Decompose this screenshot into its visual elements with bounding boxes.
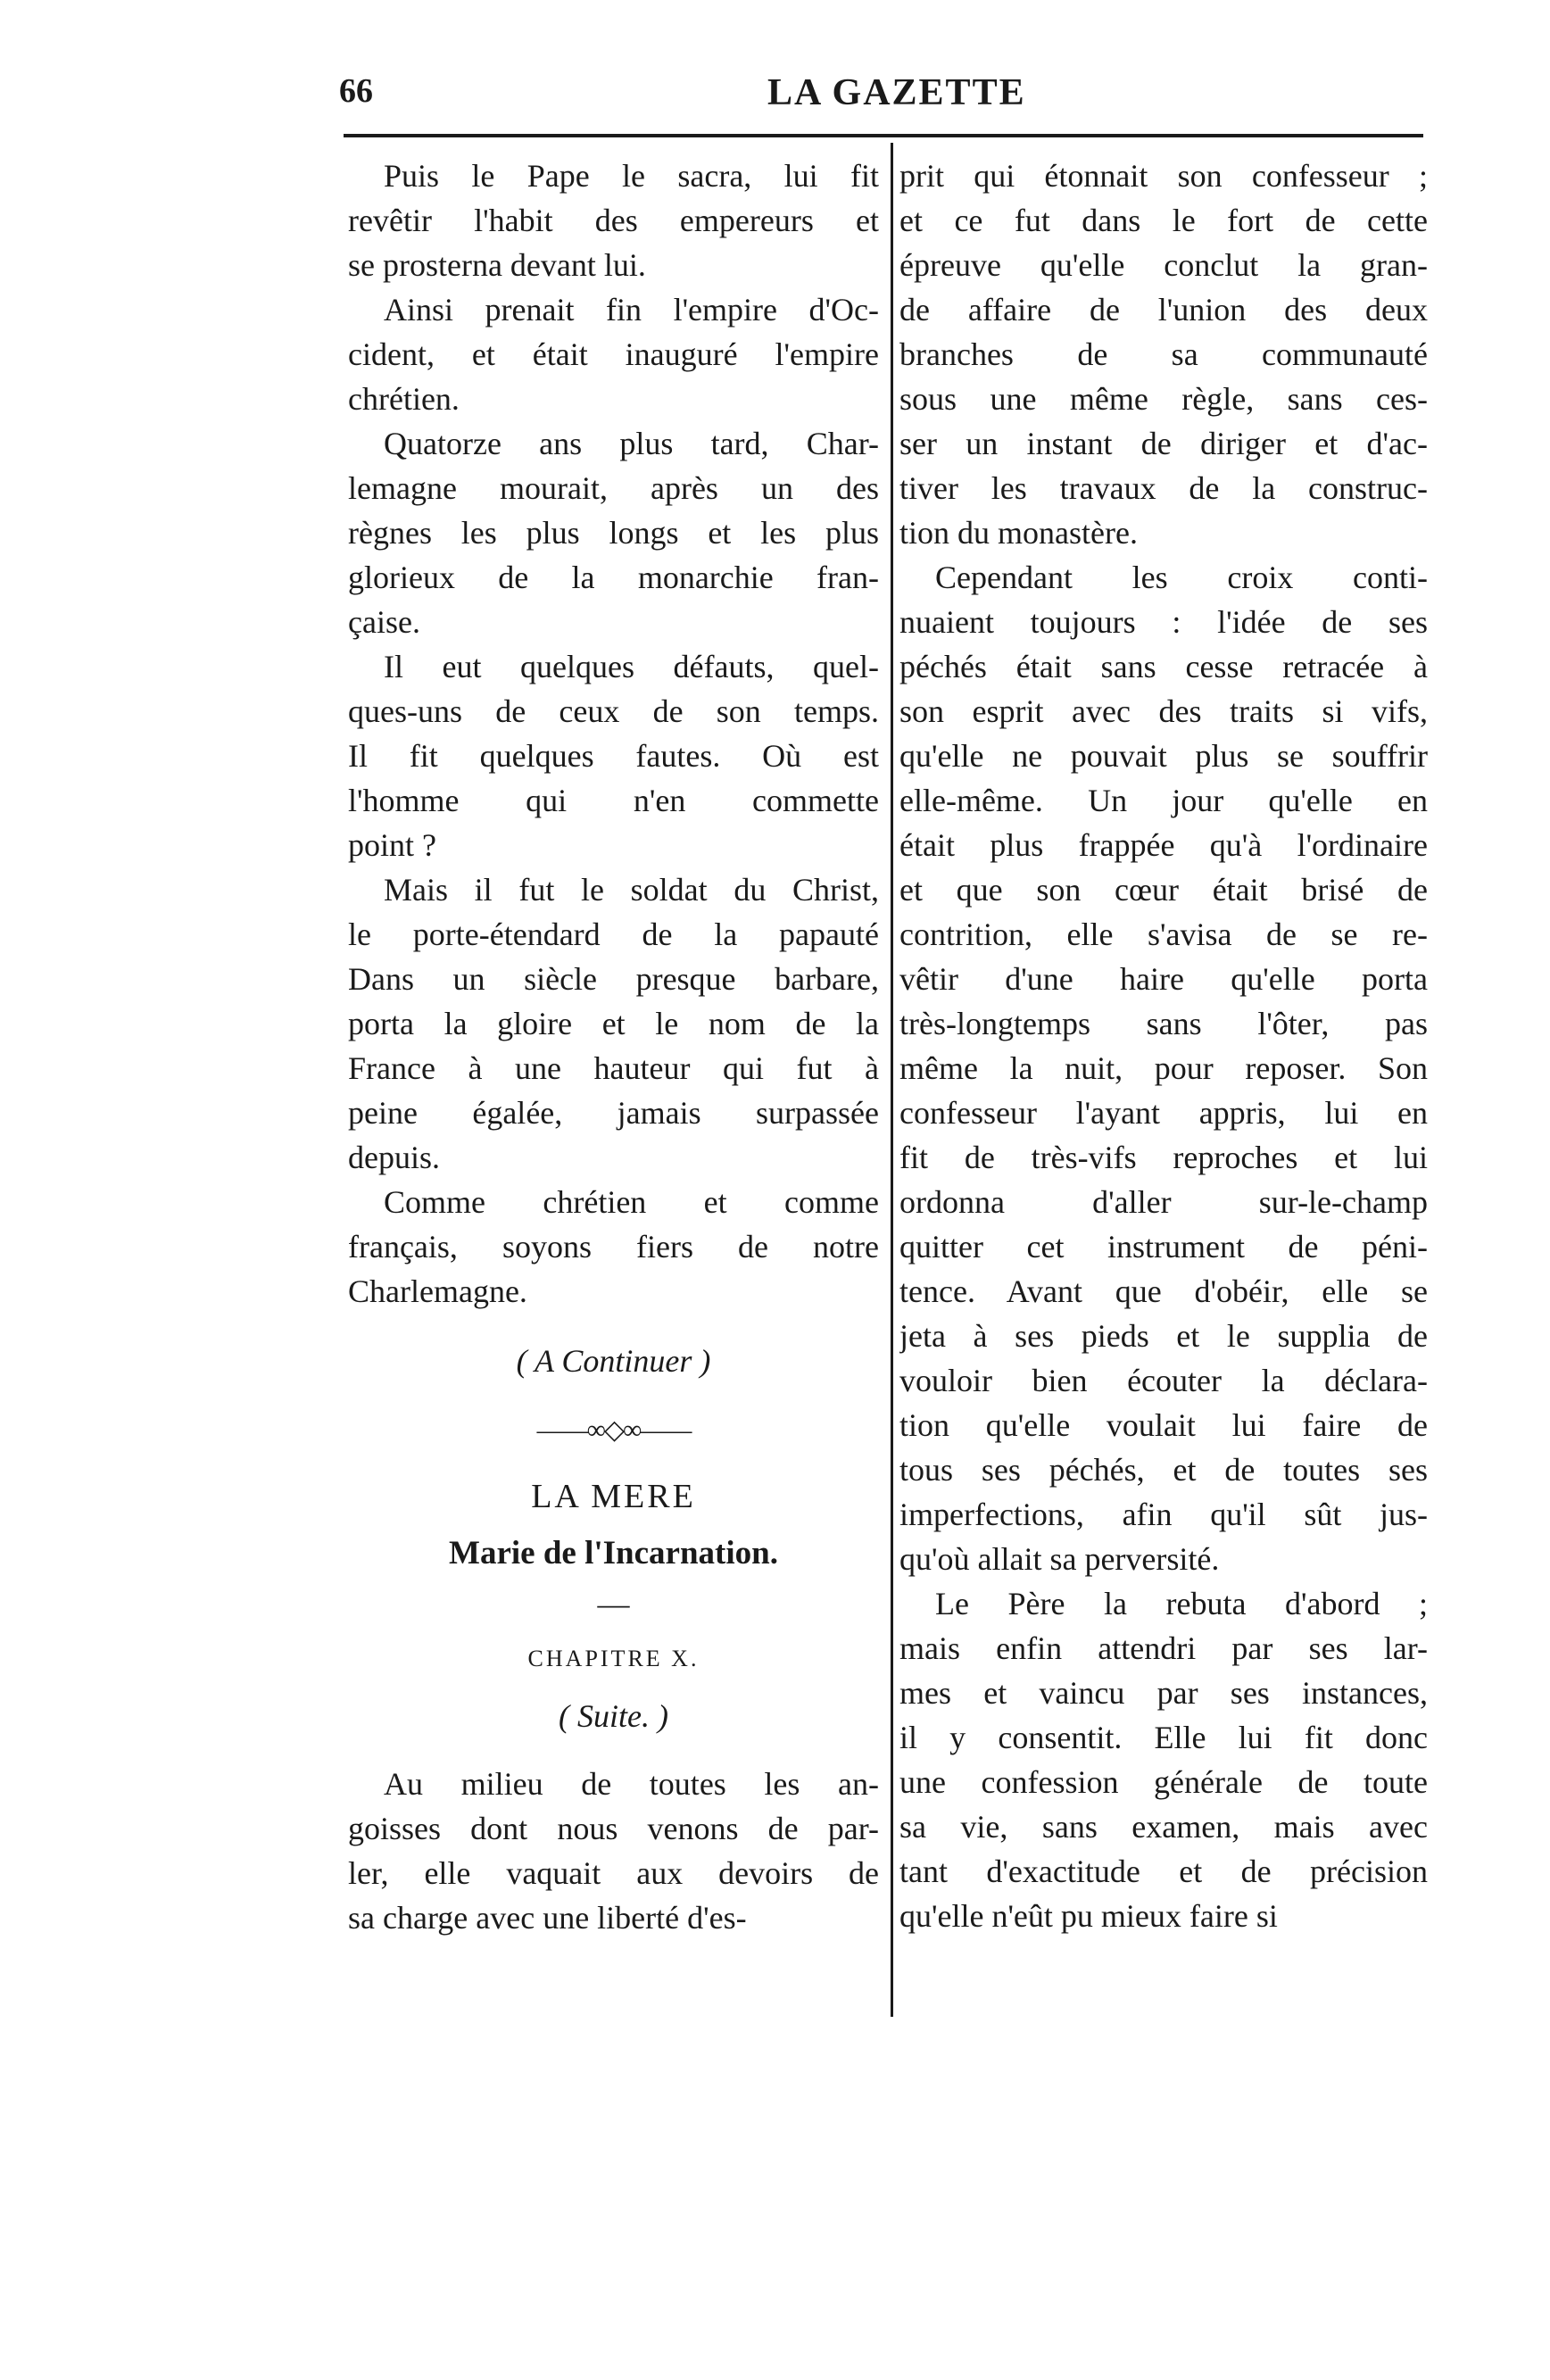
text-line: porta la gloire et le nom de la (348, 1006, 879, 1041)
text-line: tant d'exactitude et de précision (899, 1853, 1428, 1889)
text-line: elle-même. Un jour qu'elle en (899, 783, 1428, 818)
text-line: l'homme qui n'en commette (348, 783, 879, 818)
text-line: vêtir d'une haire qu'elle porta (899, 961, 1428, 997)
section-title: LA MERE (531, 1478, 696, 1515)
text-line: et ce fut dans le fort de cette (899, 203, 1428, 238)
page-number: 66 (339, 72, 373, 110)
text-line: vouloir bien écouter la déclara- (899, 1363, 1428, 1398)
paragraph (348, 644, 879, 867)
text-line: sa vie, sans examen, mais avec (899, 1809, 1428, 1845)
text-line: glorieux de la monarchie fran- (348, 560, 879, 595)
text-line: tion du monastère. (899, 515, 1138, 551)
paragraph (348, 421, 879, 644)
text-line: Au milieu de toutes les an- (384, 1766, 879, 1802)
text-line: était plus frappée qu'à l'ordinaire (899, 827, 1428, 863)
to-be-continued-note: ( A Continuer ) (516, 1343, 711, 1379)
text-line: et que son cœur était brisé de (899, 872, 1428, 908)
text-line: sous une même règle, sans ces- (899, 381, 1428, 417)
text-line: imperfections, afin qu'il sût jus- (899, 1497, 1428, 1532)
text-line: Charlemagne. (348, 1273, 527, 1309)
text-line: il y consentit. Elle lui fit donc (899, 1720, 1428, 1755)
text-line: même la nuit, pour reposer. Son (899, 1050, 1428, 1086)
text-line: branches de sa communauté (899, 336, 1428, 372)
text-line: règnes les plus longs et les plus (348, 515, 879, 551)
text-line: Dans un siècle presque barbare, (348, 961, 879, 997)
text-line: tence. Avant que d'obéir, elle se (899, 1273, 1428, 1309)
paragraph (348, 287, 879, 421)
text-line: de affaire de l'union des deux (899, 292, 1428, 328)
text-line: épreuve qu'elle conclut la gran- (899, 247, 1428, 283)
paragraph (899, 1581, 1428, 1938)
column-divider (891, 143, 893, 2017)
text-line: Le Père la rebuta d'abord ; (935, 1586, 1428, 1621)
text-line: tion qu'elle voulait lui faire de (899, 1407, 1428, 1443)
text-line: qu'où allait sa perversité. (899, 1541, 1220, 1577)
text-line: tous ses péchés, et de toutes ses (899, 1452, 1428, 1488)
text-line: Il eut quelques défauts, quel- (384, 649, 879, 684)
text-line: français, soyons fiers de notre (348, 1229, 879, 1265)
section-subtitle: Marie de l'Incarnation. (449, 1535, 778, 1571)
text-line: point ? (348, 827, 436, 863)
paragraph (348, 867, 879, 1180)
text-line: France à une hauteur qui fut à (348, 1050, 879, 1086)
text-line: le porte-étendard de la papauté (348, 916, 879, 952)
chapter-heading: CHAPITRE X. (527, 1646, 700, 1671)
text-line: lemagne mourait, après un des (348, 470, 879, 506)
right-column (899, 153, 1428, 1938)
text-line: depuis. (348, 1140, 440, 1175)
text-line: qu'elle n'eût pu mieux faire si (899, 1898, 1278, 1934)
text-line: fit de très-vifs reproches et lui (899, 1140, 1428, 1175)
text-line: Il fit quelques fautes. Où est (348, 738, 879, 774)
text-line: mes et vaincu par ses instances, (899, 1675, 1428, 1711)
text-line: se prosterna devant lui. (348, 247, 646, 283)
text-line: ordonna d'aller sur-le-champ (899, 1184, 1428, 1220)
text-line: ler, elle vaquait aux devoirs de (348, 1855, 879, 1891)
left-column (348, 153, 879, 1940)
text-line: une confession générale de toute (899, 1764, 1428, 1800)
suite-note: ( Suite. ) (559, 1698, 668, 1734)
ornament-divider: ——∞◇∞—— (536, 1415, 691, 1445)
right-paragraphs (899, 153, 1428, 1938)
text-line: revêtir l'habit des empereurs et (348, 203, 879, 238)
text-line: tiver les travaux de la construc- (899, 470, 1428, 506)
text-line: Quatorze ans plus tard, Char- (384, 426, 879, 461)
text-line: mais enfin attendri par ses lar- (899, 1630, 1428, 1666)
text-line: nuaient toujours : l'idée de ses (899, 604, 1428, 640)
page-header (339, 71, 1423, 125)
text-line: très-longtemps sans l'ôter, pas (899, 1006, 1428, 1041)
paragraph (899, 555, 1428, 1581)
text-line: péchés était sans cesse retracée à (899, 649, 1428, 684)
text-line: peine égalée, jamais surpassée (348, 1095, 879, 1131)
text-line: ser un instant de diriger et d'ac- (899, 426, 1428, 461)
left-paragraphs (348, 153, 879, 1314)
text-line: qu'elle ne pouvait plus se souffrir (899, 738, 1428, 774)
text-line: Ainsi prenait fin l'empire d'Oc- (384, 292, 879, 328)
paragraph (899, 153, 1428, 555)
text-line: son esprit avec des traits si vifs, (899, 693, 1428, 729)
text-line: goisses dont nous venons de par- (348, 1811, 879, 1846)
paragraph (348, 153, 879, 287)
text-line: confesseur l'ayant appris, lui en (899, 1095, 1428, 1131)
text-line: prit qui étonnait son confesseur ; (899, 158, 1428, 194)
paragraph (348, 1180, 879, 1314)
running-title: LA GAZETTE (767, 72, 1026, 113)
text-line: Comme chrétien et comme (384, 1184, 879, 1220)
text-line: contrition, elle s'avisa de se re- (899, 916, 1428, 952)
left-final-paragraph (348, 1762, 879, 1940)
paragraph (348, 1762, 879, 1940)
text-line: Cependant les croix conti- (935, 560, 1428, 595)
text-line: çaise. (348, 604, 420, 640)
section-dash: — (597, 1586, 630, 1621)
text-line: Mais il fut le soldat du Christ, (384, 872, 879, 908)
header-rule (344, 134, 1423, 137)
text-line: quitter cet instrument de péni- (899, 1229, 1428, 1265)
text-line: chrétien. (348, 381, 460, 417)
text-line: cident, et était inauguré l'empire (348, 336, 879, 372)
text-line: ques-uns de ceux de son temps. (348, 693, 879, 729)
text-line: Puis le Pape le sacra, lui fit (384, 158, 879, 194)
text-line: sa charge avec une liberté d'es- (348, 1900, 747, 1936)
text-line: jeta à ses pieds et le supplia de (899, 1318, 1428, 1354)
